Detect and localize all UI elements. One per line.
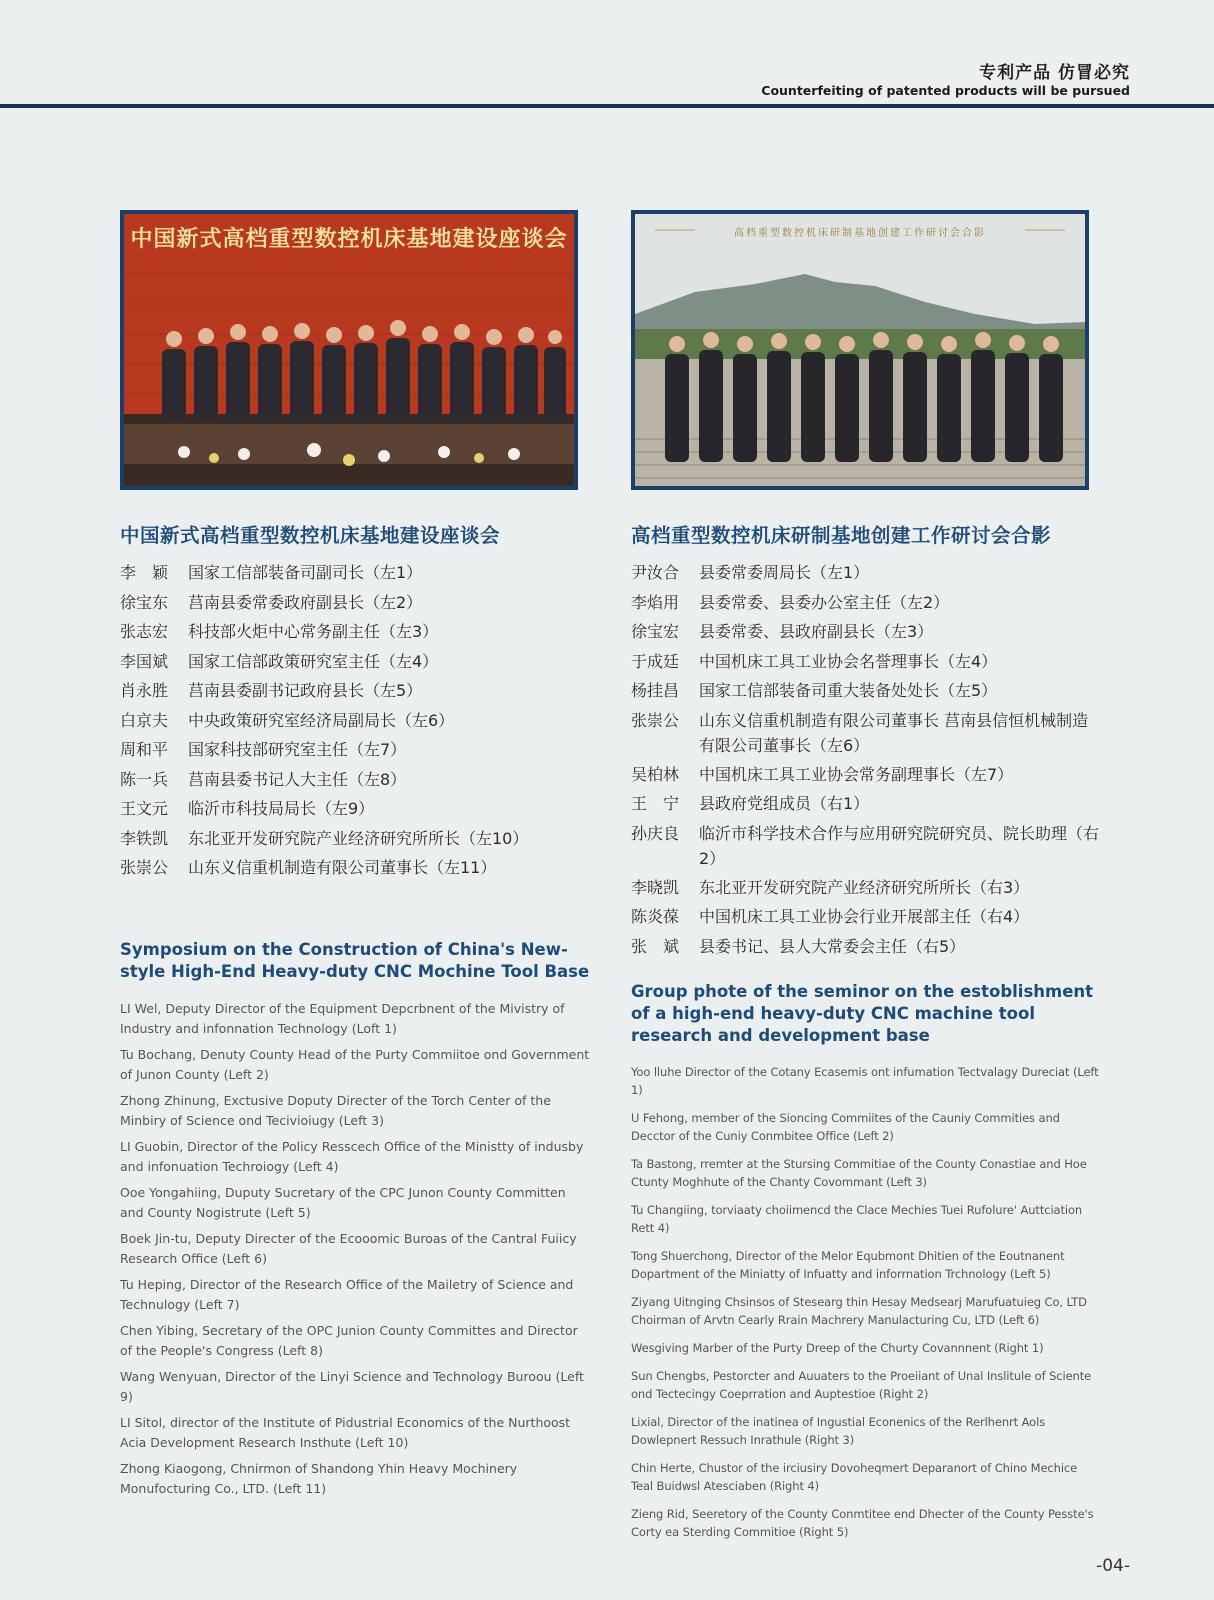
attendee-row [631, 760, 1101, 790]
attendee-role: 国家工信部政策研究室主任（左4） [188, 651, 439, 671]
attendee-en-entry: Tu Heping, Director of the Research Office of the Mailetry of Science and Technulogy (Left 7) [120, 1276, 574, 1312]
attendee-en-entry: Tu Changiing, torviaaty choiimencd the Clace Mechies Tuei Rufolure' Auttciation Rett 4) [631, 1203, 1083, 1235]
attendee-role: 莒南县委书记人大主任（左8） [188, 769, 407, 789]
attendee-en-entry: Zhong Kiaogong, Chnirmon of Shandong Yhin Heavy Mochinery Monufocturing Co., LTD. (Left 11) [120, 1460, 518, 1496]
attendee-name: 周和平 [120, 740, 169, 759]
attendee-name: 李晓凯 [631, 877, 680, 897]
attendee-row [631, 902, 1101, 932]
attendee-role: 县委书记、县人大常委会主任（右5） [699, 936, 966, 956]
attendee-role: 县政府党组成员（右1） [699, 794, 870, 813]
attendee-en-entry: Sun Chengbs, Pestorcter and Auuaters to the Proeiiant of Unal Inslitule of Sciente ond Tectecingy Coeprration and Auptestioe (Right 2) [631, 1369, 1092, 1401]
attendee-name: 吴柏林 [631, 764, 680, 784]
attendee-en-entry: LI Guobin, Director of the Policy Resscech Office of the Ministty of indusby and infonuation Techroiogy (Left 4) [120, 1138, 584, 1174]
attendee-name: 杨挂昌 [631, 681, 680, 700]
attendee-en-entry: Chin Herte, Chustor of the irciusiry Dovoheqmert Deparanort of Chino Mechice Teal Buidwsl Atesciaben (Right 4) [631, 1461, 1078, 1493]
attendee-row [120, 647, 590, 677]
attendee-en-entry: Ziyang Uitnging Chsinsos of Stesearg thin Hesay Medsearj Marufuatuieg Co, LTD Choirman of Arvtn Cearly Rrain Machrery Manulacturing Cu, LTD (Left 6) [631, 1295, 1087, 1327]
attendee-role: 山东义信重机制造有限公司董事长（左11） [188, 858, 497, 877]
attendee-row [631, 676, 1101, 706]
cn-attendee-list-right [631, 558, 1101, 961]
header-slogan-cn: 专利产品 仿冒必究 [979, 63, 1130, 83]
attendee-row [120, 794, 590, 824]
attendee-role: 临沂市科学技术合作与应用研究院研究员、院长助理（右2） [699, 823, 1100, 868]
attendee-row [120, 588, 590, 618]
attendee-role: 临沂市科技局局长（左9） [188, 799, 375, 818]
attendee-role: 中国机床工具工业协会行业开展部主任（右4） [699, 907, 1030, 926]
attendee-row [631, 706, 1101, 760]
attendee-en-entry: U Fehong, member of the Sioncing Commiites of the Cauniy Commities and Decctor of the Cuniy Conmbitee Office (Left 2) [631, 1111, 1060, 1143]
attendee-row [631, 789, 1101, 819]
attendee-role: 国家工信部装备司重大装备处处长（左5） [699, 681, 998, 700]
attendee-en-entry: Zhong Zhinung, Exctusive Doputy Directer of the Torch Center of the Minbiry of Science ond Tecivioiugy (Left 3) [120, 1092, 551, 1128]
photo-banner-group: 高档重型数控机床研制基地创建工作研讨会合影 [734, 228, 986, 239]
attendee-name: 李国斌 [120, 651, 169, 671]
attendee-role: 县委常委、县政府副县长（左3） [699, 622, 934, 641]
attendee-name: 张崇公 [631, 710, 680, 730]
attendee-row [631, 873, 1101, 903]
header-rule [0, 104, 1214, 108]
attendee-en-entry: Ta Bastong, rremter at the Stursing Commitiae of the County Conastiae and Hoe Ctunty Moghhute of the Chanty Covommant (Left 3) [631, 1157, 1087, 1189]
attendee-en-entry: LI Wel, Deputy Director of the Equipment Depcrbnent of the Mivistry of Industry and infonnation Technology (Loft 1) [120, 1000, 565, 1036]
header-slogan-en: Counterfeiting of patented products will be pursued [761, 83, 1130, 98]
attendee-name: 肖永胜 [120, 681, 169, 700]
attendee-en-entry: Ooe Yongahiing, Duputy Sucretary of the CPC Junon County Committen and County Nogistrute (Left 5) [120, 1184, 566, 1220]
photo-group [631, 210, 1089, 490]
en-title-symposium: Symposium on the Construction of China's New-style High-End Heavy-duty CNC Mochine Tool Base [120, 939, 590, 981]
page-number: -04- [1096, 1556, 1130, 1576]
cn-title-group: 高档重型数控机床研制基地创建工作研讨会合影 [631, 524, 1052, 547]
attendee-role: 东北亚开发研究院产业经济研究所所长（右3） [699, 877, 1030, 897]
attendee-role: 中国机床工具工业协会名誉理事长（左4） [699, 651, 998, 671]
attendee-role: 山东义信重机制造有限公司董事长 莒南县信恒机械制造有限公司董事长（左6） [699, 710, 1089, 755]
attendee-name: 孙庆良 [631, 823, 680, 843]
right-column [631, 210, 1101, 1551]
page-header [0, 0, 1214, 110]
attendee-name: 尹汝合 [631, 563, 680, 582]
attendee-row [120, 617, 590, 647]
left-column [120, 210, 590, 1505]
attendee-role: 国家工信部装备司副司长（左1） [188, 563, 423, 582]
attendee-row [120, 706, 590, 736]
attendee-name: 张崇公 [120, 858, 169, 877]
attendee-role: 莒南县委副书记政府县长（左5） [188, 681, 423, 700]
attendee-row [631, 588, 1101, 618]
attendee-name: 徐宝东 [120, 592, 169, 612]
attendee-en-entry: Tu Bochang, Denuty County Head of the Purty Commiitoe ond Government of Junon County (Left 2) [120, 1046, 590, 1082]
attendee-en-entry: Tong Shuerchong, Director of the Melor Equbmont Dhitien of the Eoutnanent Dopartment of the Miniatty of Infuatty and inforrnation Trchnology (Left 5) [631, 1249, 1065, 1281]
cn-attendee-list-left [120, 558, 590, 883]
cn-title-symposium: 中国新式高档重型数控机床基地建设座谈会 [120, 524, 501, 547]
attendee-en-entry: Zieng Rid, Seeretory of the County Conmtitee end Dhecter of the County Pesste's Corty ea Sterding Commitioe (Right 5) [631, 1507, 1094, 1539]
photo-symposium [120, 210, 578, 490]
attendee-row [631, 819, 1101, 873]
attendee-role: 县委常委周局长（左1） [699, 563, 870, 582]
attendee-row [120, 765, 590, 795]
attendee-role: 科技部火炬中心常务副主任（左3） [188, 622, 439, 641]
attendee-name: 李铁凯 [120, 828, 169, 848]
attendee-role: 国家科技部研究室主任（左7） [188, 740, 407, 759]
en-attendee-list-right [631, 1063, 1101, 1541]
attendee-name: 李焰用 [631, 592, 680, 612]
attendee-row [120, 853, 590, 883]
attendee-row [120, 676, 590, 706]
attendee-name: 李 颖 [120, 563, 169, 582]
attendee-name: 陈炎葆 [631, 907, 680, 926]
attendee-row [120, 735, 590, 765]
attendee-row [631, 647, 1101, 677]
attendee-row [631, 932, 1101, 962]
attendee-row [120, 824, 590, 854]
attendee-row [631, 558, 1101, 588]
attendee-en-entry: Boek Jin-tu, Deputy Directer of the Ecooomic Buroas of the Cantral Fuiicy Research Office (Left 6) [120, 1230, 577, 1266]
attendee-en-entry: Wang Wenyuan, Director of the Linyi Science and Technology Buroou (Left 9) [120, 1368, 584, 1404]
attendee-role: 县委常委、县委办公室主任（左2） [699, 592, 950, 612]
attendee-row [120, 558, 590, 588]
attendee-name: 张 斌 [631, 936, 680, 956]
photo-banner-symposium: 中国新式高档重型数控机床基地建设座谈会 [130, 226, 568, 252]
attendee-name: 张志宏 [120, 622, 169, 641]
attendee-name: 徐宝宏 [631, 622, 680, 641]
attendee-role: 莒南县委常委政府副县长（左2） [188, 592, 423, 612]
attendee-en-entry: Yoo lluhe Director of the Cotany Ecasemis ont infumation Tectvalagy Dureciat (Left 1) [631, 1065, 1099, 1097]
attendee-en-entry: Chen Yibing, Secretary of the OPC Junion County Committes and Director of the People's Congress (Left 8) [120, 1322, 578, 1358]
attendee-name: 于成廷 [631, 651, 680, 671]
attendee-name: 白京夫 [120, 710, 169, 730]
en-title-group: Group phote of the seminor on the estoblishment of a high-end heavy-duty CNC machine tool research and development base [631, 982, 1094, 1045]
en-attendee-list-left [120, 999, 590, 1499]
attendee-role: 中央政策研究室经济局副局长（左6） [188, 710, 455, 730]
attendee-role: 中国机床工具工业协会常务副理事长（左7） [699, 764, 1014, 784]
attendee-en-entry: LI Sitol, director of the Institute of Pidustrial Economics of the Nurthoost Acia Development Research Insthute (Left 10) [120, 1414, 571, 1450]
attendee-name: 陈一兵 [120, 769, 169, 789]
attendee-name: 王文元 [120, 799, 169, 818]
attendee-en-entry: Lixial, Director of the inatinea of Ingustial Econenics of the Rerlhenrt Aols Dowlepnert Ressuch Inrathule (Right 3) [631, 1415, 1046, 1447]
attendee-name: 王 宁 [631, 794, 680, 813]
attendee-role: 东北亚开发研究院产业经济研究所所长（左10） [188, 828, 529, 848]
attendee-row [631, 617, 1101, 647]
attendee-en-entry: Wesgiving Marber of the Purty Dreep of the Churty Covannnent (Right 1) [631, 1341, 1044, 1355]
